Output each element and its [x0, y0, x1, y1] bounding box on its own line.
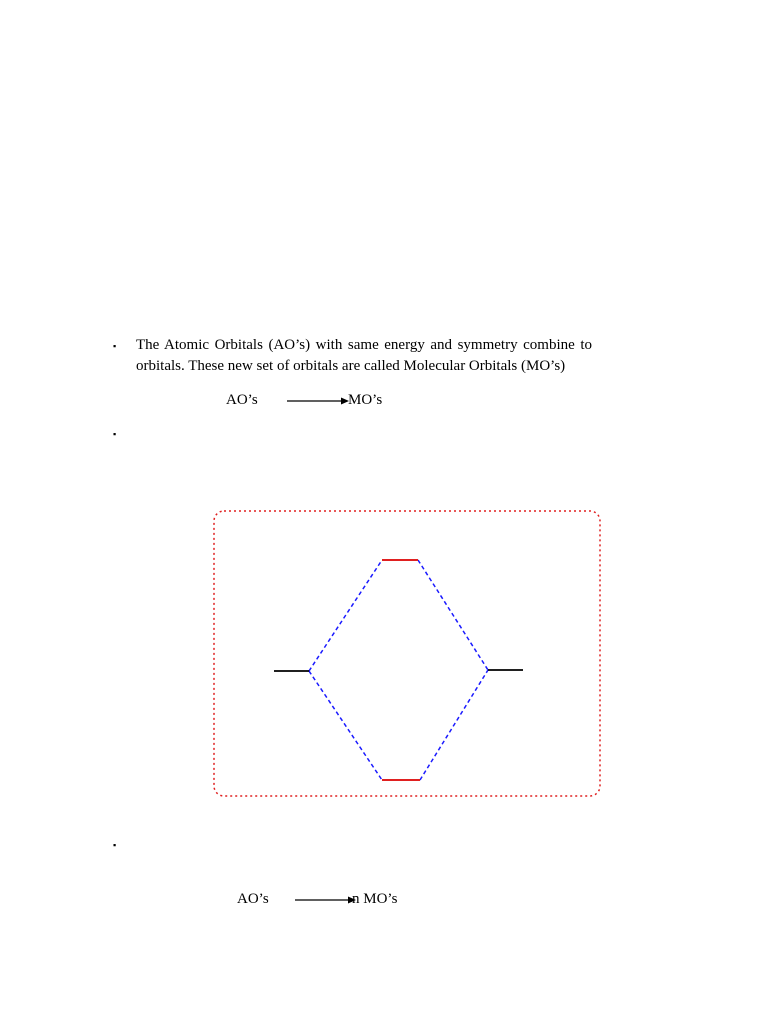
equation2-left-text: AO’s [237, 891, 269, 907]
connector-left-lower [309, 671, 382, 780]
bullet-marker: ▪ [113, 840, 117, 850]
connector-right-upper [418, 560, 488, 670]
connector-left-upper [309, 560, 382, 671]
paragraph-line-1: The Atomic Orbitals (AO’s) with same energy and symmetry combine to [136, 337, 592, 353]
paragraph-line-2: orbitals. These new set of orbitals are called Molecular Orbitals (MO’s) [136, 358, 566, 374]
diagram-border [214, 511, 600, 796]
bullet-marker: ▪ [113, 429, 117, 439]
equation1-right-text: MO’s [348, 392, 383, 408]
mo-energy-diagram [212, 509, 604, 801]
paragraph-atomic-orbitals [136, 335, 592, 377]
equation2-right-text: n MO’s [352, 891, 398, 907]
connector-right-lower [420, 670, 488, 780]
equation2-arrow-icon [295, 894, 356, 906]
bullet-marker: ▪ [113, 341, 117, 351]
equation1-left-text: AO’s [226, 392, 258, 408]
equation1-arrow-icon [287, 395, 349, 407]
